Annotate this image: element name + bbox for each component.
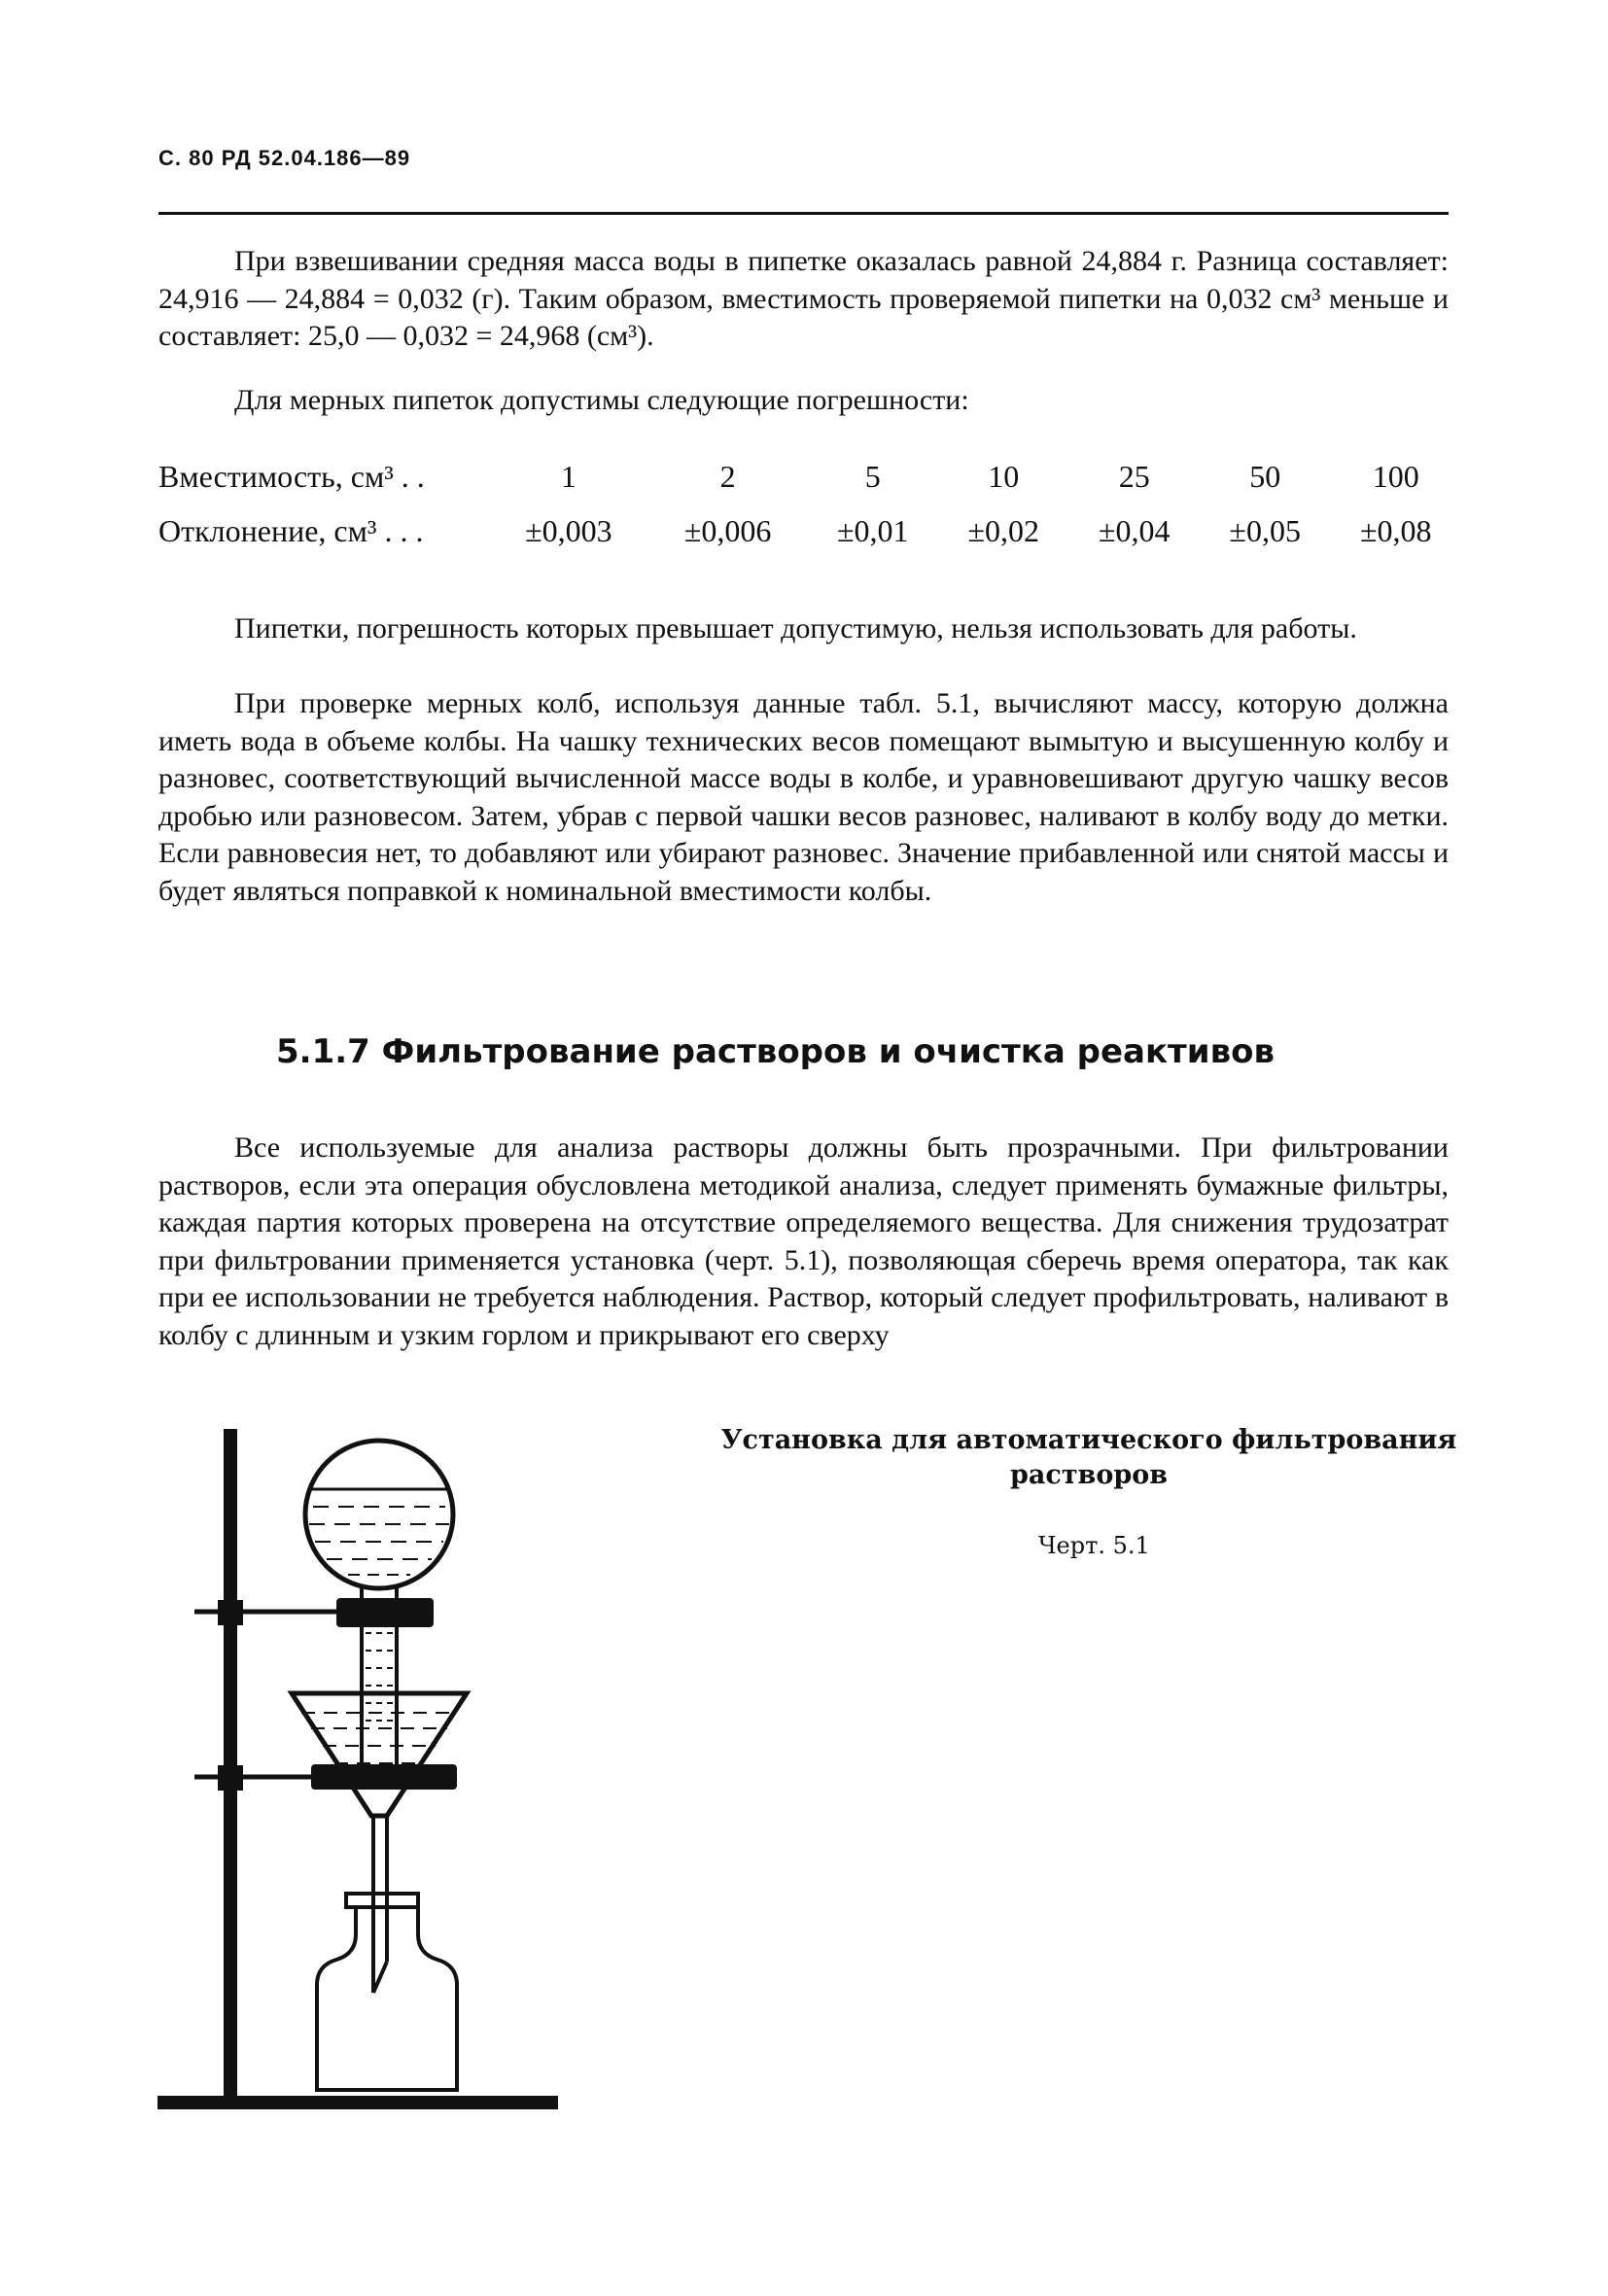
filtration-apparatus-figure bbox=[146, 1429, 574, 2129]
table-row-deviation bbox=[158, 504, 1461, 558]
figure-number: Черт. 5.1 bbox=[1038, 1532, 1150, 1559]
figure-caption: Установка для автоматического фильтрования растворов bbox=[720, 1425, 1457, 1490]
capacity-value: 50 bbox=[1249, 458, 1281, 494]
deviation-value: ±0,05 bbox=[1229, 512, 1301, 548]
stand-base bbox=[157, 2096, 558, 2109]
upper-clamp bbox=[194, 1598, 434, 1627]
capacity-label: Вместимость, см³ . . bbox=[158, 458, 425, 494]
deviation-value: ±0,01 bbox=[836, 512, 909, 548]
capacity-value: 100 bbox=[1372, 458, 1419, 494]
paragraph-tolerances-intro: Для мерных пипеток допустимы следующие погрешности: bbox=[234, 384, 969, 416]
deviation-label: Отклонение, см³ . . . bbox=[158, 512, 424, 548]
capacity-value: 5 bbox=[864, 458, 881, 494]
tolerance-table bbox=[158, 449, 1461, 558]
paragraph-filtration: Все используемые для анализа растворы должны быть прозрачными. При фильтровании растворов, если эта операция обусловлена методикой анализа, следует применять бумажные фильтры, каждая партия которых проверена на отсутствие определяемого вещества. Для снижения трудозатрат при фильтровании применяется установка (черт. 5.1), позволяющая сберечь время оператора, так как при ее использовании не требуется наблюдения. Раствор, который следует профильтровать, наливают в колбу с длинным и узким горлом и прикрывают его сверху bbox=[158, 1131, 1449, 1351]
capacity-value: 1 bbox=[560, 458, 577, 494]
capacity-value: 10 bbox=[988, 458, 1020, 494]
deviation-value: ±0,02 bbox=[967, 512, 1039, 548]
capacity-value: 2 bbox=[719, 458, 736, 494]
section-heading: 5.1.7 Фильтрование растворов и очистка реактивов bbox=[276, 1032, 1275, 1071]
running-header: С. 80 РД 52.04.186—89 bbox=[158, 146, 411, 170]
table-row-capacity bbox=[158, 449, 1461, 504]
deviation-value: ±0,04 bbox=[1098, 512, 1171, 548]
capacity-value: 25 bbox=[1118, 458, 1150, 494]
header-rule bbox=[158, 212, 1449, 215]
stand-rod bbox=[224, 1429, 237, 2100]
paragraph-weighing-result: При взвешивании средняя масса воды в пипетке оказалась равной 24,884 г. Разница составляет: 24,916 — 24,884 = 0,032 (г). Таким образом, вместимость проверяемой пипетки на 0,032 см³ меньше и составляет: 25,0 — 0,032 = 24,968 (см³). bbox=[158, 245, 1449, 352]
deviation-value: ±0,08 bbox=[1359, 512, 1432, 548]
paragraph-flask-check: При проверке мерных колб, используя данные табл. 5.1, вычисляют массу, которую должна иметь вода в объеме колбы. На чашку технических весов помещают вымытую и высушенную колбу и разновес, соответствующий вычисленной массе воды в колбе, и уравновешивают другую чашку весов дробью или разновесом. Затем, убрав с первой чашки весов разновес, наливают в колбу воду до метки. Если равновесия нет, то добавляют или убирают разновес. Значение прибавленной или снятой массы и будет являться поправкой к номинальной вместимости колбы. bbox=[158, 687, 1449, 907]
paragraph-pipette-rejection: Пипетки, погрешность которых превышает допустимую, нельзя использовать для работы. bbox=[234, 612, 1357, 644]
lower-clamp bbox=[194, 1764, 457, 1791]
deviation-value: ±0,006 bbox=[683, 512, 772, 548]
deviation-value: ±0,003 bbox=[525, 512, 612, 548]
funnel bbox=[292, 1693, 467, 1993]
